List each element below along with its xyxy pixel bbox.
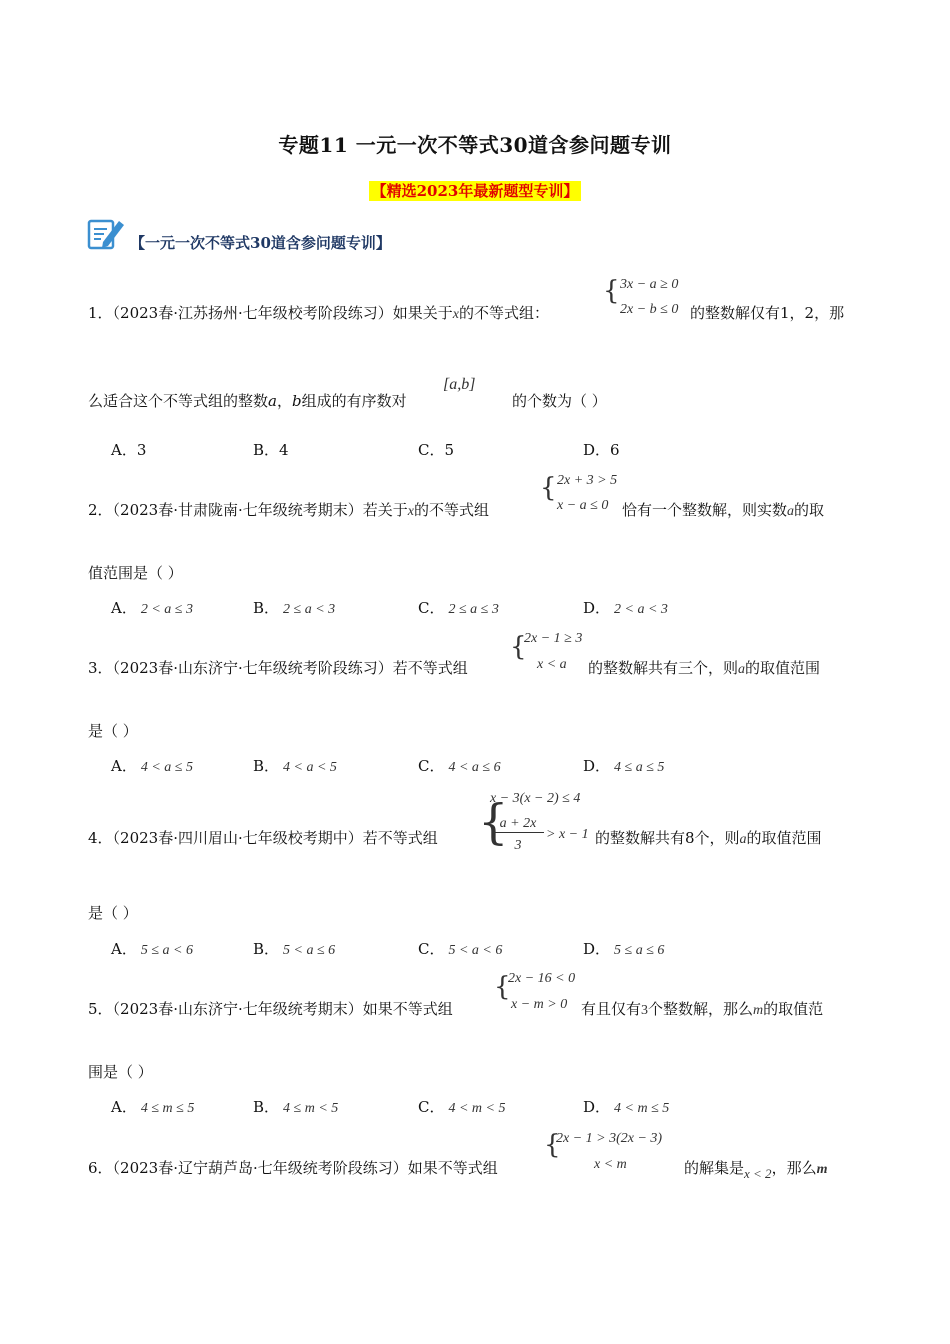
question-text xyxy=(581,998,823,1019)
option-expr: 4 < a ≤ 5 xyxy=(140,760,193,775)
system-line-1: 2x − 16 < 0 xyxy=(508,971,576,986)
question-source: （2023春·辽宁葫芦岛·七年级统考阶段练习） xyxy=(112,1159,408,1177)
option-d[interactable] xyxy=(583,755,664,776)
question-line-2: 是（ ） xyxy=(88,904,138,922)
option-a[interactable] xyxy=(111,938,193,959)
ordered-pair: [a,b] xyxy=(443,376,476,393)
option-label: B． xyxy=(253,940,280,958)
variable: a xyxy=(787,504,795,519)
question-text: 若不等式组 xyxy=(392,659,468,677)
variable: x xyxy=(452,307,459,322)
page-title: 专题11 一元一次不等式30道含参问题专训 xyxy=(278,133,672,157)
question-number: 3． xyxy=(88,659,113,677)
system-line-2: x − m > 0 xyxy=(511,997,568,1012)
number: 3 xyxy=(641,1003,649,1018)
option-b[interactable] xyxy=(253,1096,338,1117)
option-label: C． xyxy=(418,940,445,958)
system-line-1: 3x − a ≥ 0 xyxy=(620,277,679,292)
question-text: 组成的有序数对 xyxy=(301,392,407,410)
option-a[interactable] xyxy=(111,597,193,618)
system-brace: { xyxy=(540,473,557,503)
system-brace: { xyxy=(603,276,620,306)
variable: a xyxy=(739,832,747,847)
question-source: （2023春·甘肃陇南·七年级统考期末） xyxy=(112,501,363,519)
system-line-2: 2x − b ≤ 0 xyxy=(620,302,679,317)
option-c[interactable] xyxy=(418,938,502,959)
question-line-1 xyxy=(88,827,438,848)
variable: m xyxy=(816,1162,828,1177)
question-text: 的不等式组 xyxy=(414,501,490,519)
option-expr: 5 ≤ a ≤ 6 xyxy=(614,943,665,958)
question-line-1 xyxy=(88,302,549,323)
option-d[interactable] xyxy=(583,938,664,959)
option-a[interactable] xyxy=(111,1096,194,1117)
system-line-2: x − a ≤ 0 xyxy=(557,498,609,513)
question-text xyxy=(622,499,824,520)
question-text: 的取值范围 xyxy=(745,659,821,677)
option-expr: 2 < a < 3 xyxy=(614,602,668,617)
question-line-1 xyxy=(88,998,453,1019)
option-label: B． xyxy=(253,1098,280,1116)
question-line-2: 值范围是（ ） xyxy=(88,564,183,582)
system-line-2: x < a xyxy=(537,657,567,672)
variable: x xyxy=(407,504,414,519)
question-line-1 xyxy=(88,1157,498,1178)
variable: m xyxy=(753,1003,764,1018)
option-expr: 4 ≤ a ≤ 5 xyxy=(614,760,665,775)
question-text: ， xyxy=(276,392,292,410)
system-line-1: 2x + 3 > 5 xyxy=(557,473,618,488)
option-label: D． xyxy=(583,1098,611,1116)
option-d[interactable]: D．6 xyxy=(583,441,620,459)
option-label: C． xyxy=(418,599,445,617)
option-d[interactable] xyxy=(583,597,668,618)
question-text: 的不等式组： xyxy=(459,304,550,322)
fraction-numerator: a + 2x xyxy=(492,816,544,833)
option-label: D． xyxy=(583,940,611,958)
system-line-1: 2x − 1 ≥ 3 xyxy=(524,631,583,646)
question-text: 的整数解仅有1，2，那 xyxy=(690,304,845,322)
option-label: B． xyxy=(253,599,280,617)
option-label: A． xyxy=(111,757,137,775)
option-d[interactable] xyxy=(583,1096,669,1117)
question-text: 的取值范 xyxy=(763,1000,824,1018)
system-line-2: > x − 1 xyxy=(546,827,589,842)
question-text: 的个数为（ ） xyxy=(512,392,607,410)
question-number: 4． xyxy=(88,829,113,847)
option-label: A． xyxy=(111,1098,137,1116)
fraction-denominator: 3 xyxy=(514,838,522,853)
option-c[interactable] xyxy=(418,755,501,776)
question-line-2: 围是（ ） xyxy=(88,1063,153,1081)
question-text: 如果不等式组 xyxy=(407,1159,498,1177)
option-b[interactable] xyxy=(253,597,335,618)
option-expr: 4 < a < 5 xyxy=(283,760,337,775)
question-source: （2023春·四川眉山·七年级校考期中） xyxy=(112,829,363,847)
option-label: A． xyxy=(111,940,137,958)
system-line-1: x − 3(x − 2) ≤ 4 xyxy=(490,791,581,806)
option-label: D． xyxy=(583,599,611,617)
option-label: C． xyxy=(418,757,445,775)
question-text: 有且仅有 xyxy=(581,1000,642,1018)
question-line-1 xyxy=(88,499,489,520)
question-text xyxy=(595,827,822,848)
solution-set: x < 2 xyxy=(744,1166,772,1181)
option-expr: 4 < m ≤ 5 xyxy=(614,1101,670,1116)
question-text: 的取 xyxy=(794,501,825,519)
question-text: 如果不等式组 xyxy=(362,1000,453,1018)
question-number: 6． xyxy=(88,1159,113,1177)
question-text: 的解集是 xyxy=(684,1159,745,1177)
system-brace: { xyxy=(494,972,511,1002)
option-expr: 5 ≤ a < 6 xyxy=(140,943,193,958)
question-line-1 xyxy=(88,657,468,678)
option-b[interactable] xyxy=(253,755,337,776)
section-heading: 【一元一次不等式30道含参问题专训】 xyxy=(130,234,391,252)
variable: b xyxy=(291,392,302,410)
question-text: 若不等式组 xyxy=(362,829,438,847)
question-text: ，那么 xyxy=(771,1159,817,1177)
option-a[interactable] xyxy=(111,755,193,776)
option-expr: 5 < a < 6 xyxy=(448,943,503,958)
question-text: 的整数解共有8个，则 xyxy=(595,829,740,847)
option-b[interactable] xyxy=(253,938,335,959)
question-text: 若关于 xyxy=(362,501,408,519)
question-number: 2． xyxy=(88,501,113,519)
option-expr: 4 ≤ m ≤ 5 xyxy=(140,1101,195,1116)
option-expr: 4 ≤ m < 5 xyxy=(283,1101,339,1116)
question-number: 1． xyxy=(88,304,113,322)
option-b[interactable]: B．4 xyxy=(253,441,289,459)
question-source: （2023春·江苏扬州·七年级校考阶段练习） xyxy=(112,304,393,322)
question-text xyxy=(684,1157,828,1181)
option-c[interactable]: C．5 xyxy=(418,441,455,459)
option-label: D． xyxy=(583,757,611,775)
question-source: （2023春·山东济宁·七年级统考阶段练习） xyxy=(112,659,393,677)
variable: a xyxy=(738,662,746,677)
edit-note-icon xyxy=(86,213,126,253)
question-text: 如果关于 xyxy=(392,304,453,322)
option-c[interactable] xyxy=(418,597,499,618)
variable: a xyxy=(268,392,277,410)
option-expr: 2 < a ≤ 3 xyxy=(140,602,193,617)
question-line-2: 是（ ） xyxy=(88,722,138,740)
page-subtitle xyxy=(0,180,950,201)
system-brace: { xyxy=(544,1130,561,1160)
system-brace: { xyxy=(510,632,527,662)
question-source: （2023春·山东济宁·七年级统考期末） xyxy=(112,1000,363,1018)
option-expr: 2 ≤ a < 3 xyxy=(283,602,336,617)
question-text: 恰有一个整数解，则实数 xyxy=(622,501,788,519)
option-expr: 2 ≤ a ≤ 3 xyxy=(448,602,499,617)
question-text xyxy=(588,657,820,678)
option-label: B． xyxy=(253,757,280,775)
question-line-2 xyxy=(88,390,407,411)
subtitle-highlight: 【精选2023年最新题型专训】 xyxy=(369,181,582,201)
option-expr: 4 < a ≤ 6 xyxy=(448,760,501,775)
option-label: C． xyxy=(418,1098,445,1116)
question-number: 5． xyxy=(88,1000,113,1018)
question-text: 的取值范围 xyxy=(746,829,822,847)
option-a[interactable]: A．3 xyxy=(111,441,147,459)
option-expr: 5 < a ≤ 6 xyxy=(283,943,336,958)
system-brace: { xyxy=(478,794,509,850)
option-c[interactable] xyxy=(418,1096,506,1117)
question-text: 个整数解，那么 xyxy=(648,1000,754,1018)
system-line-2: x < m xyxy=(594,1157,627,1172)
system-line-1: 2x − 1 > 3(2x − 3) xyxy=(556,1131,663,1146)
question-text: 么适合这个不等式组的整数 xyxy=(88,392,269,410)
question-text: 的整数解共有三个，则 xyxy=(588,659,739,677)
option-label: A． xyxy=(111,599,137,617)
option-expr: 4 < m < 5 xyxy=(448,1101,506,1116)
